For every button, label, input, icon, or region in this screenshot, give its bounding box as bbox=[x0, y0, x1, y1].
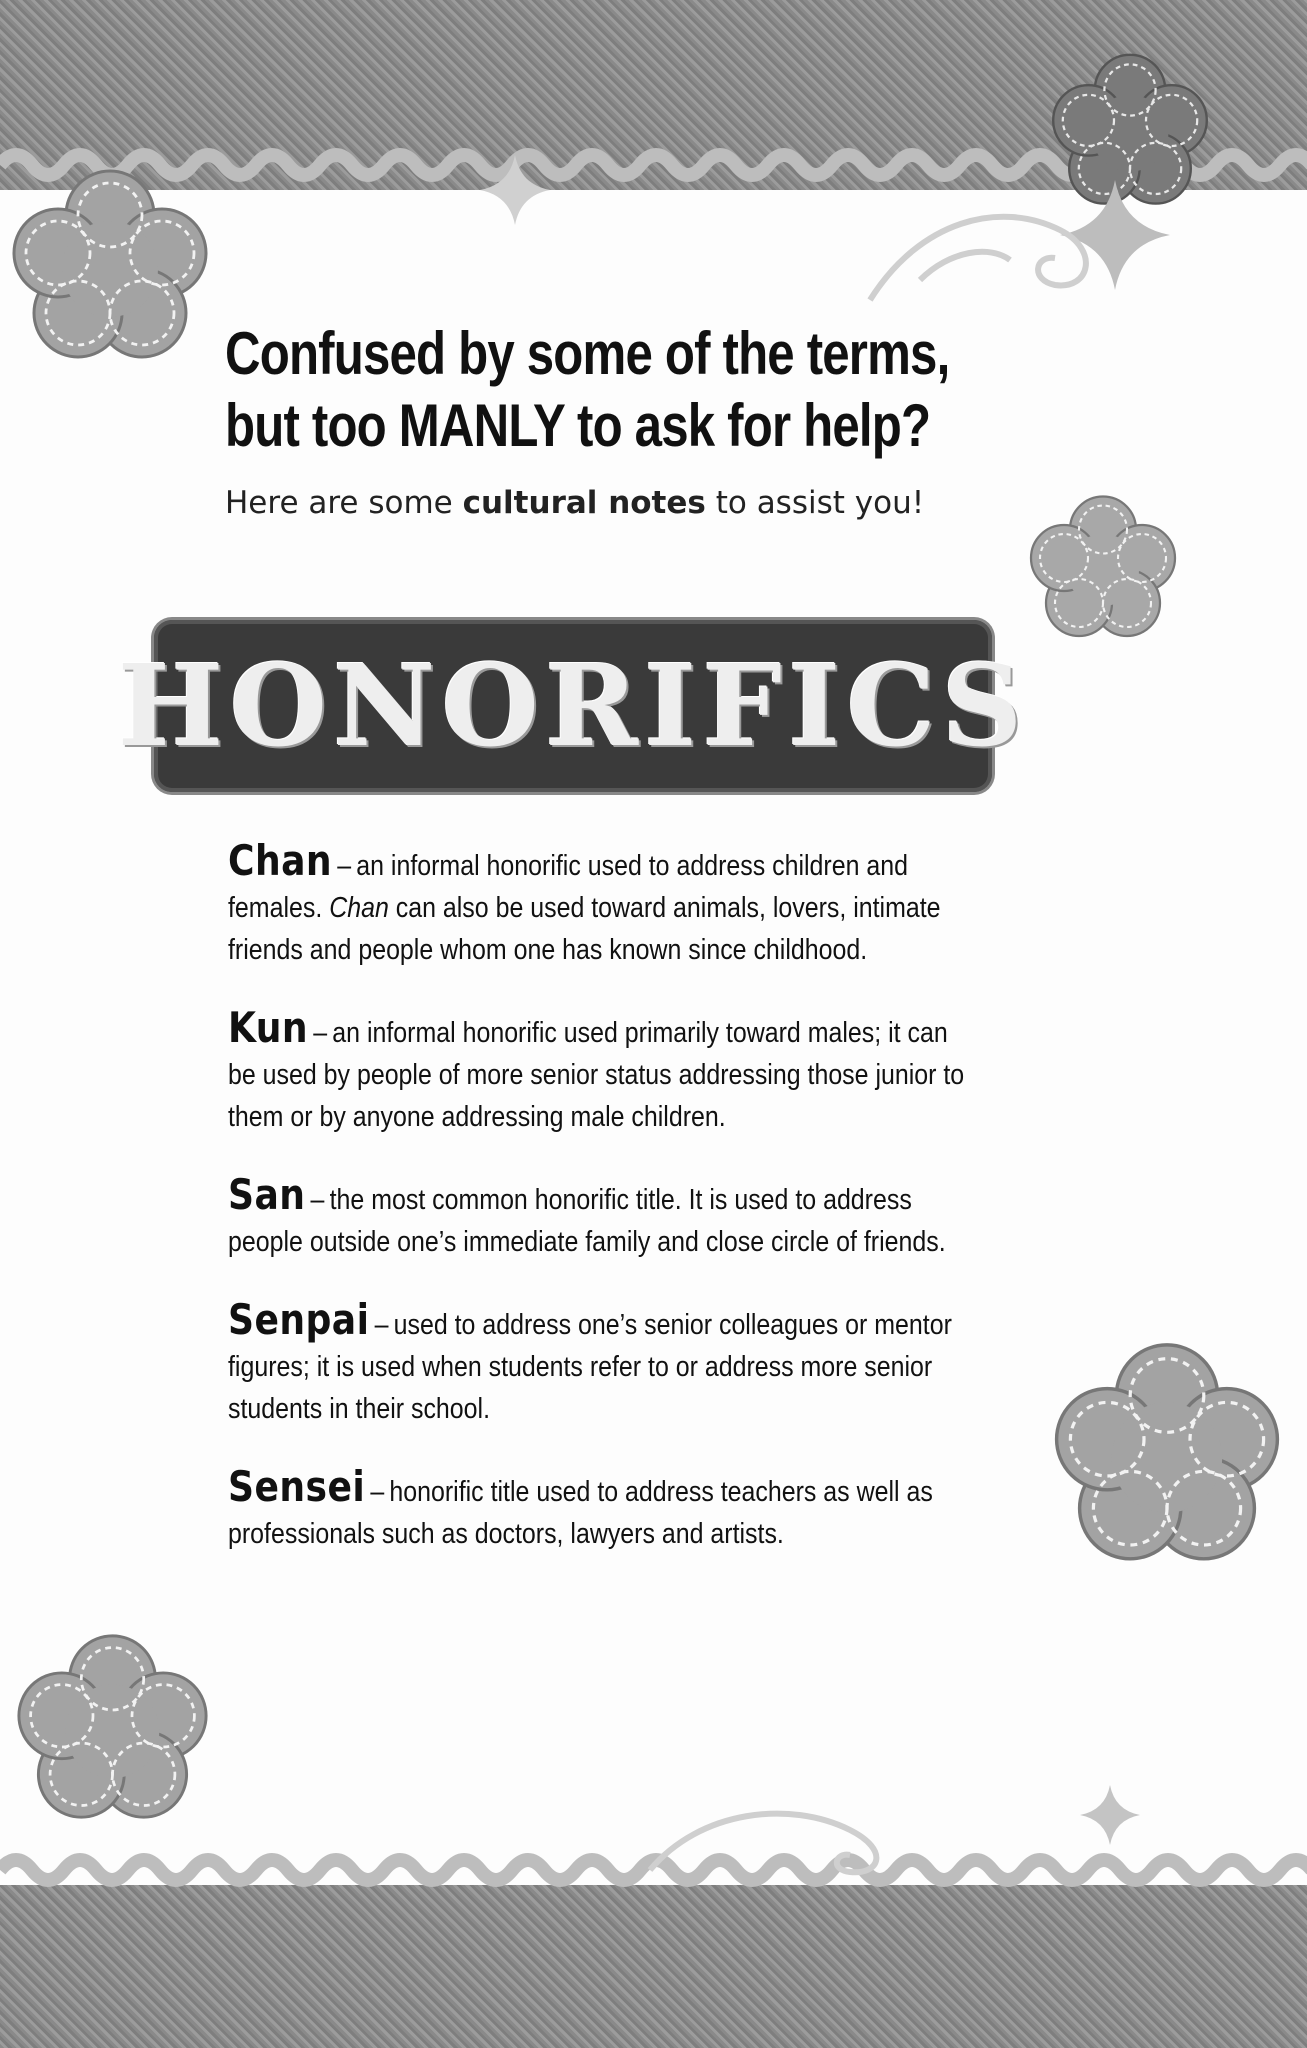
term-entry-senpai bbox=[228, 1295, 1108, 1430]
term-entry-san bbox=[228, 1170, 1108, 1263]
term-dash: – bbox=[374, 1309, 389, 1341]
term-definition-line: the most common honorific title. It is used to address bbox=[329, 1184, 912, 1216]
page-headline bbox=[225, 318, 949, 462]
term-name: San bbox=[228, 1170, 306, 1219]
term-dash: – bbox=[370, 1476, 385, 1508]
headline-line-1: Confused by some of the terms, bbox=[225, 320, 950, 387]
headline-line-2: but too MANLY to ask for help? bbox=[225, 392, 931, 459]
term-definition-line: professionals such as doctors, lawyers and artists. bbox=[228, 1518, 784, 1550]
term-italic-word: Chan bbox=[329, 892, 389, 924]
term-name: Sensei bbox=[228, 1462, 366, 1511]
term-entry-chan bbox=[228, 836, 1108, 971]
term-definition-line: honorific title used to address teachers as well as bbox=[389, 1476, 933, 1508]
term-definition-line: an informal honorific used primarily toward males; it can bbox=[332, 1017, 948, 1049]
term-definition-line: can also be used toward animals, lovers, intimate bbox=[388, 892, 941, 924]
term-name: Chan bbox=[228, 836, 333, 885]
honorifics-list bbox=[228, 836, 1108, 1591]
subline-text: Here are some bbox=[225, 485, 463, 521]
term-definition-line: friends and people whom one has known since childhood. bbox=[228, 934, 868, 966]
term-definition-line: people outside one’s immediate family and close circle of friends. bbox=[228, 1226, 946, 1258]
term-name: Kun bbox=[228, 1003, 309, 1052]
term-entry-kun bbox=[228, 1003, 1108, 1138]
term-definition-line: be used by people of more senior status addressing those junior to bbox=[228, 1059, 965, 1091]
term-dash: – bbox=[337, 850, 352, 882]
subline-emphasis: cultural notes bbox=[462, 485, 706, 521]
term-dash: – bbox=[313, 1017, 328, 1049]
honorifics-section-badge bbox=[117, 620, 1029, 792]
term-definition-line: figures; it is used when students refer to or address more senior bbox=[228, 1351, 933, 1383]
section-title: HONORIFICS bbox=[117, 640, 1029, 772]
term-definition-line: students in their school. bbox=[228, 1393, 491, 1425]
term-definition-line: females. bbox=[228, 892, 330, 924]
subline-text-end: to assist you! bbox=[705, 485, 925, 521]
term-name: Senpai bbox=[228, 1295, 370, 1344]
term-definition-line: an informal honorific used to address children and bbox=[356, 850, 909, 882]
term-dash: – bbox=[310, 1184, 325, 1216]
term-entry-sensei bbox=[228, 1462, 1108, 1555]
term-definition-line: used to address one’s senior colleagues or mentor bbox=[393, 1309, 952, 1341]
term-definition-line: them or by anyone addressing male children. bbox=[228, 1101, 726, 1133]
page-subline bbox=[225, 485, 924, 521]
